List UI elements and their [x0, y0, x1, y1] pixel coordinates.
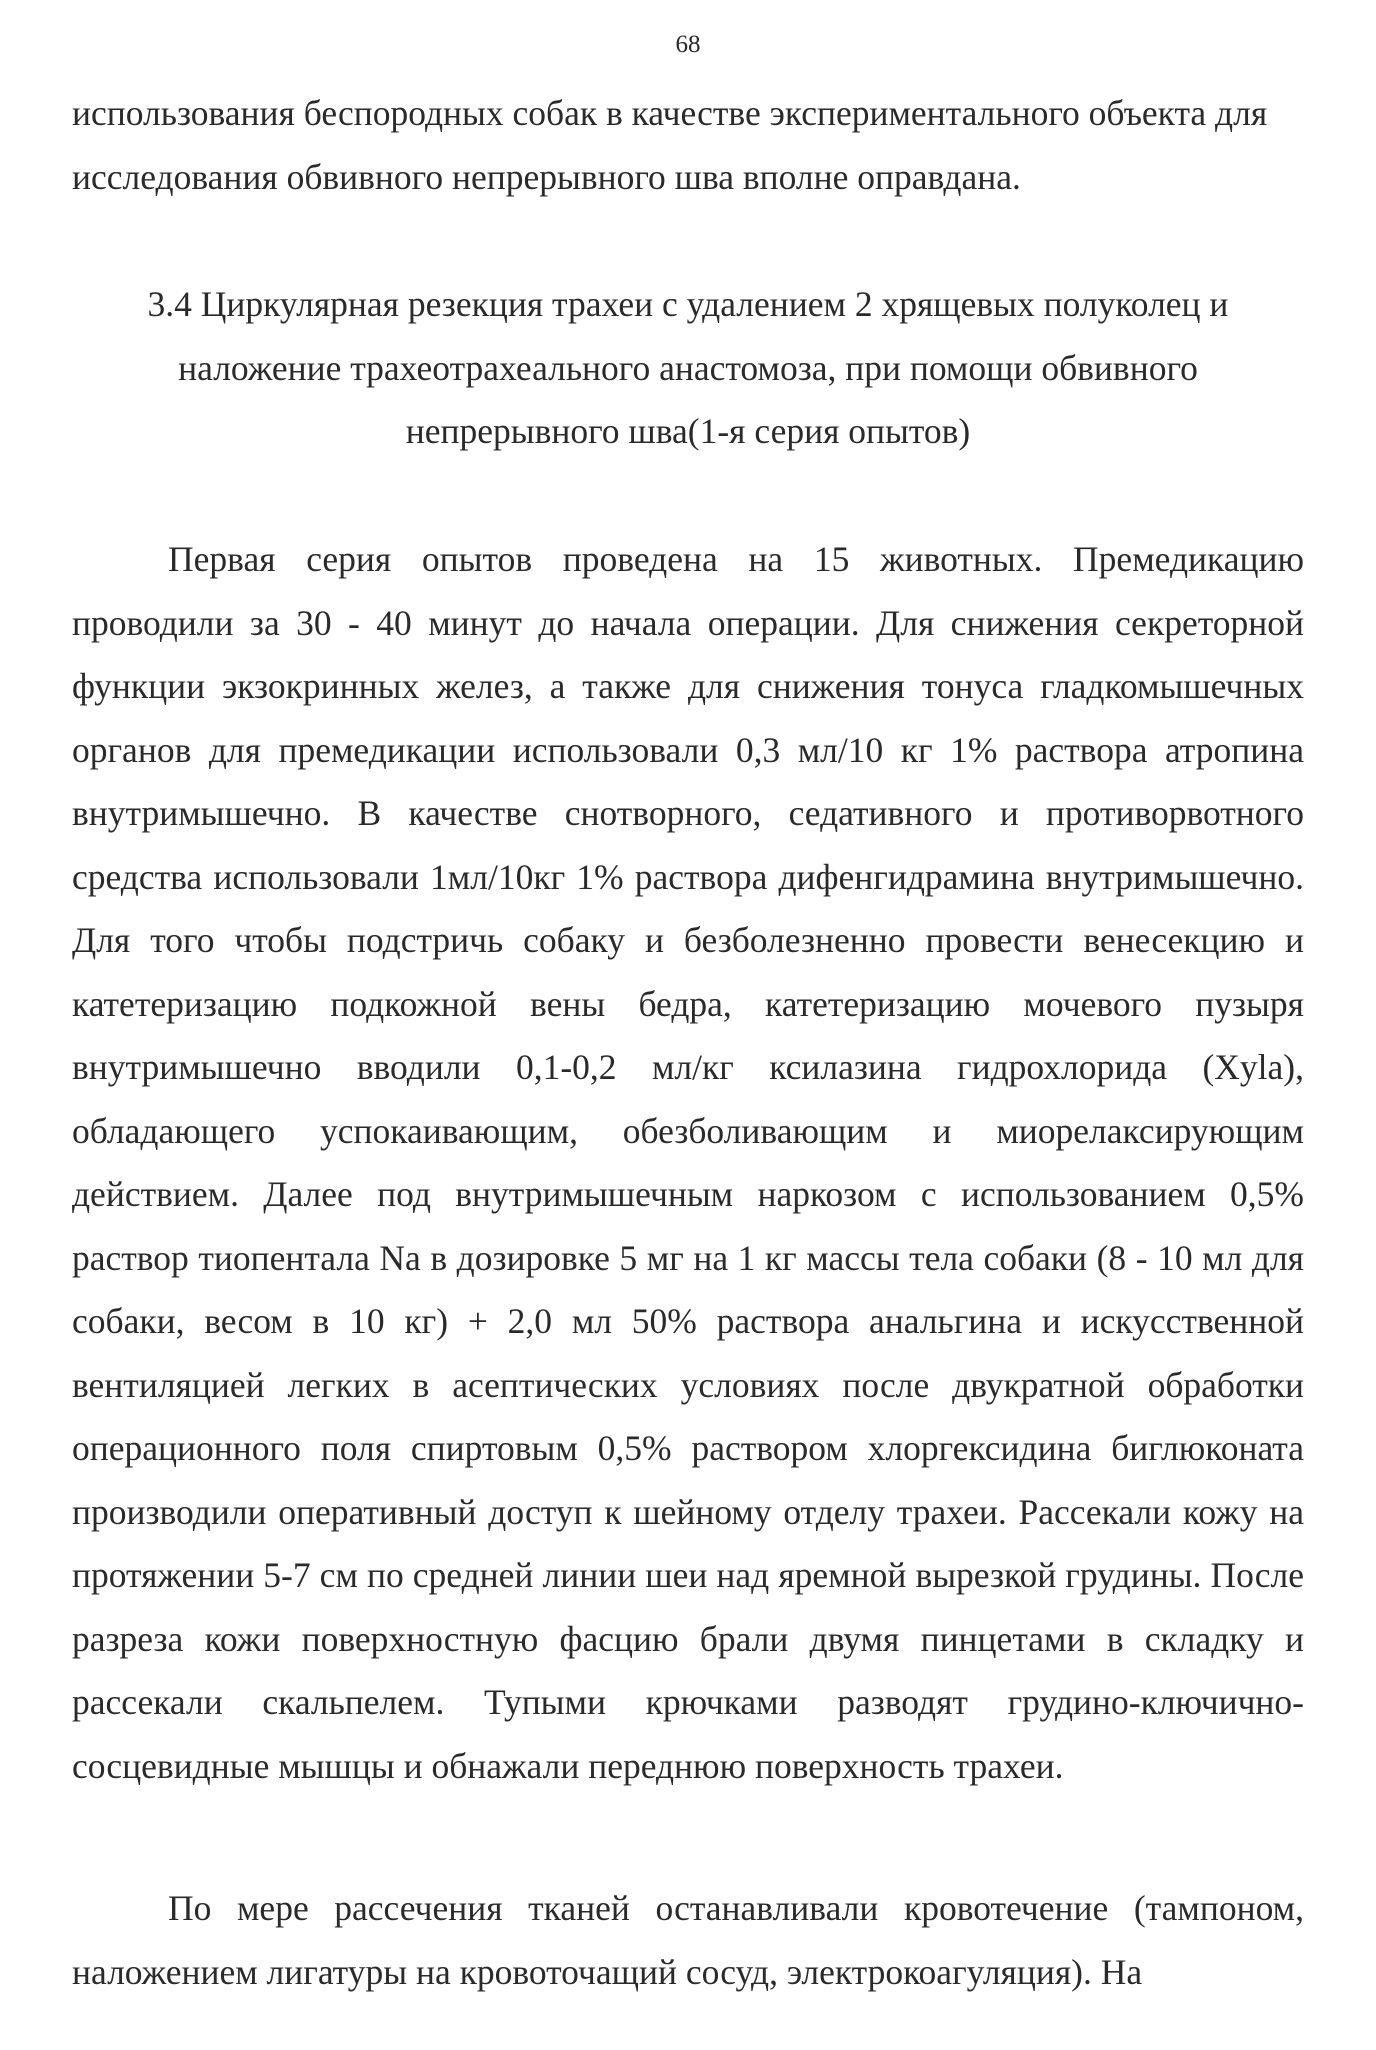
page-number: 68	[675, 31, 701, 58]
section-heading-line: 3.4 Циркулярная резекция трахеи с удалением 2 хрящевых полуколец и	[147, 284, 1229, 324]
intro-paragraph: использования беспородных собак в качестве экспериментального объекта для исследования обвивного непрерывного шва вполне оправдана.	[72, 93, 1268, 197]
section-heading	[72, 273, 1304, 464]
section-heading-line: наложение трахеотрахеального анастомоза, при помощи обвивного	[178, 347, 1198, 388]
body-paragraph: Первая серия опытов проведена на 15 животных. Премедикацию проводили за 30 - 40 минут до начала операции. Для снижения секреторной функции экзокринных желез, а также для снижения тонуса гладкомышечных органов для премедикации использовали 0,3 мл/10 кг 1% раствора атропина внутримышечно. В качестве снотворного, седативного и противорвотного средства использовали 1мл/10кг 1% раствора дифенгидрамина внутримышечно. Для того чтобы подстричь собаку и безболезненно провести венесекцию и катетеризацию подкожной вены бедра, катетеризацию мочевого пузыря внутримышечно вводили 0,1-0,2 мл/кг ксилазина гидрохлорида (Xyla), обладающего успокаивающим, обезболивающим и миорелаксирующим действием. Далее под внутримышечным наркозом с использованием 0,5% раствор тиопентала Na в дозировке 5 мг на 1 кг массы тела собаки (8 - 10 мл для собаки, весом в 10 кг) + 2,0 мл 50% раствора анальгина и искусственной вентиляцией легких в асептических условиях после двукратной обработки операционного поля спиртовым 0,5% раствором хлоргексидина биглюконата производили оперативный доступ к шейному отделу трахеи. Рассекали кожу на протяжении 5-7 см по средней линии шеи над яремной вырезкой грудины. После разреза кожи поверхностную фасцию брали двумя пинцетами в складку и рассекали скальпелем. Тупыми крючками разводят грудино-ключично-сосцевидные мышцы и обнажали переднюю поверхность трахеи.	[72, 539, 1304, 1786]
section-heading-line: непрерывного шва(1-я серия опытов)	[405, 411, 971, 451]
body-paragraph: По мере рассечения тканей останавливали кровотечение (тампоном, наложением лигатуры на кровоточащий сосуд, электрокоагуляция). На	[72, 1888, 1304, 1992]
